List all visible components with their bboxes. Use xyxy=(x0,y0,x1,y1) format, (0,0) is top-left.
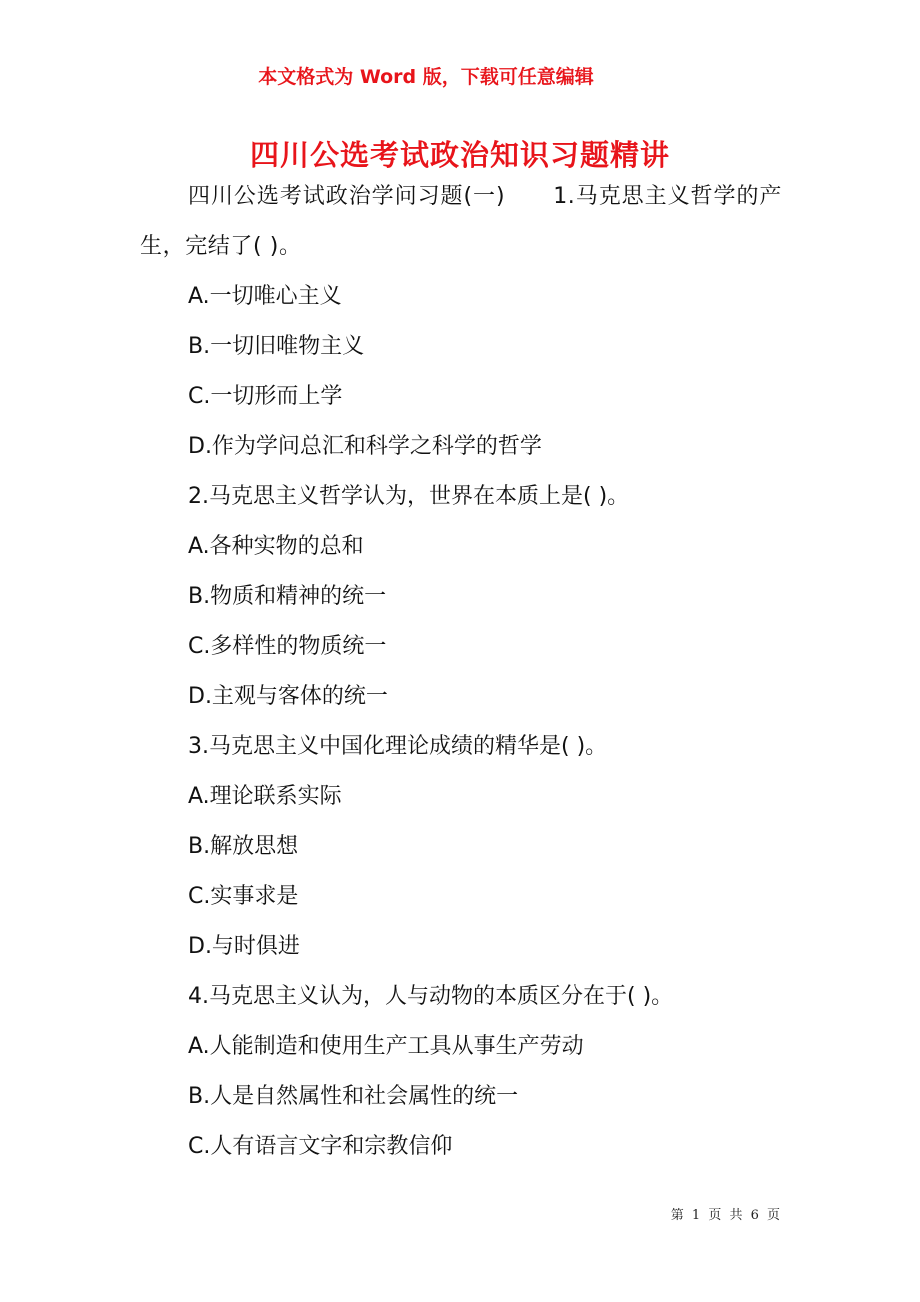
option-4b: B.人是自然属性和社会属性的统一 xyxy=(188,1084,519,1109)
section-heading: 四川公选考试政治学问习题(一) xyxy=(188,184,506,209)
option-3b: B.解放思想 xyxy=(188,834,299,859)
question-2: 2.马克思主义哲学认为，世界在本质上是( )。 xyxy=(188,484,630,509)
option-4a: A.人能制造和使用生产工具从事生产劳动 xyxy=(188,1034,584,1059)
option-2a: A.各种实物的总和 xyxy=(188,534,364,559)
download-notice: 本文格式为 Word 版，下载可任意编辑 xyxy=(258,66,594,88)
question-4: 4.马克思主义认为，人与动物的本质区分在于( )。 xyxy=(188,984,674,1009)
option-1a: A.一切唯心主义 xyxy=(188,284,342,309)
option-2d: D.主观与客体的统一 xyxy=(188,684,388,709)
option-2b: B.物质和精神的统一 xyxy=(188,584,387,609)
question-3: 3.马克思主义中国化理论成绩的精华是( )。 xyxy=(188,734,608,759)
option-2c: C.多样性的物质统一 xyxy=(188,634,387,659)
option-1b: B.一切旧唯物主义 xyxy=(188,334,365,359)
option-4c: C.人有语言文字和宗教信仰 xyxy=(188,1134,453,1159)
page-number: 第 1 页 共 6 页 xyxy=(670,1208,780,1223)
document-body xyxy=(140,172,782,1172)
option-1c: C.一切形而上学 xyxy=(188,384,343,409)
option-3c: C.实事求是 xyxy=(188,884,299,909)
option-3a: A.理论联系实际 xyxy=(188,784,342,809)
intro-paragraph xyxy=(140,172,782,272)
option-1d: D.作为学问总汇和科学之科学的哲学 xyxy=(188,434,542,459)
page-title: 四川公选考试政治知识习题精讲 xyxy=(249,138,670,172)
question-1: 1.马克思主义哲学的产生，完结了( )。 xyxy=(140,184,783,259)
option-3d: D.与时俱进 xyxy=(188,934,300,959)
